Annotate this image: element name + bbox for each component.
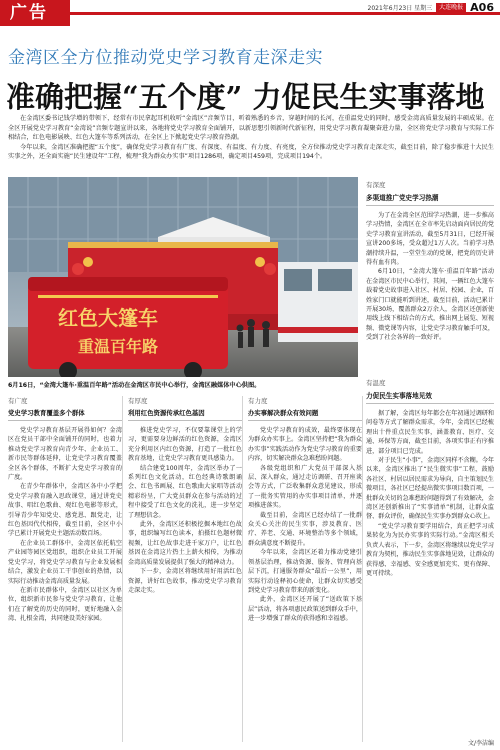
section-heading: 利用红色资源传承红色基因 — [128, 408, 242, 421]
paragraph: 此外，金湾区还开展了“送政策下基层”活动，将各项惠民政策送到群众手中，进一步增强了群众的获得感和幸福感。 — [248, 596, 362, 623]
section-body — [128, 426, 242, 595]
paragraph: 在青少年群体中，金湾区各中小学把党史学习教育融入思政课堂，通过讲党史故事、唱红色歌曲、观红色电影等形式，引导青少年知党史、感党恩、跟党走，让红色基因代代相传，截至目前，全区中小学已累计开展党史主题活动数百场。 — [8, 483, 122, 538]
section-body — [366, 409, 494, 578]
paragraph: 对于民生“小事”，金湾区同样不含糊。今年以来，金湾区推出了“民生微实事”工程，鼓励各社区、村居以居民需求为导向，自主策划民生微项目，各社区已经提出微实事项目数百项，一批群众关切的急难愁盼问题得到了有效解决，金湾区还创新推出了“实事清单”机制，让群众监督、群众评价，确保民生实事办到群众心坎上。 — [366, 457, 495, 521]
article-lead — [8, 114, 494, 162]
section-heading: 力促民生实事落地见效 — [366, 390, 494, 404]
photo-caption: 6月16日，“金湾大篷车·重温百年路”活动在金湾区市民中心举行，金湾区融媒体中心供图。 — [8, 382, 261, 389]
paragraph: 党史学习教育基层开展得如何？金湾区在党员干部中全面铺开的同时，也着力推动党史学习教育向青少年、企业员工、新市民等群体延伸，让党史学习教育覆盖全区各个群体，不断扩大党史学习教育的广度。 — [8, 427, 122, 482]
column-divider — [122, 396, 123, 742]
event-photo — [8, 177, 358, 377]
paragraph: “党史学习教育要学用结合，真正把学习成果转化为为民办实事的实际行动。”金湾区相关负责人表示，下一步，金湾区将继续以党史学习教育为契机，推动民生实事落地见效，让群众的获得感、幸福感、安全感更加充实、更有保障、更可持续。 — [366, 522, 494, 577]
section-body — [248, 426, 362, 624]
lead-paragraph: 在金湾区委书记钱学增的带领下，经常有市民拿起耳机收听“金湾区”音频节目，听着熟悉的乡音，穿越时间的长河，在重温党史的同时，感受金湾高质量发展的丰硕成果。在全区开展党史学习教育“金湾说”音频专题宣讲以来，各地将党史学习教育全面铺开，以新思想引领新时代新征程，用党史学习教育凝聚奋进力量，全区将党史学习教育与实际工作相结合，红色电影展映、红色大篷车等系列活动，在全区上下掀起党史学习教育热潮。 — [8, 115, 494, 142]
header-rule — [70, 12, 500, 15]
paragraph: 推进党史学习，不仅要靠课堂上的学习，更需要身边鲜活的红色资源，金湾区充分利用区内红色资源，打造了一批红色教育基地，让党史学习教育更具感染力。 — [128, 427, 242, 463]
paragraph: 6月10日，“金湾大篷车·重温百年路”活动在金湾区市民中心举行，其间，一辆红色大篷车载着党史故事进入社区、村居、校园、企业，百姓家门口就能听到讲述，截至目前，活动已累计开展30场，覆盖群众2万余人，金湾区还创新使用线上线下相结合的方式，推出网上展览、短视频、微党课等内容，让党史学习教育触手可及，受到了社会各界的一致好评。 — [366, 268, 494, 342]
section-kicker: 有温度 — [366, 379, 386, 387]
section-kicker: 有深度 — [366, 181, 386, 189]
event-photo-illustration — [8, 177, 358, 377]
ad-section-tag: 广告 — [0, 0, 70, 26]
section-body — [8, 426, 122, 624]
page-meta — [368, 2, 494, 12]
column-divider — [362, 396, 363, 742]
paragraph: 下一步，金湾区将继续用好用活红色资源，讲好红色故事，推动党史学习教育走深走实。 — [128, 568, 242, 594]
paragraph: 为了在金湾全区范围学习热潮，进一步推高学习热情，金湾区在全市率先启动面向居民的党史学习教育宣讲活动，截至5月31日，已经开展宣讲200多场，受众超过1万人次。当前学习热潮持续升温，一堂堂生动的党课，把党的历史讲得有血有肉。 — [366, 212, 494, 267]
section-heading: 多渠道推广党史学习热潮 — [366, 192, 494, 206]
bottom-column-1 — [8, 396, 122, 624]
paragraph: 此外，金湾区还积极挖掘本地红色故事，组织编写红色读本，拍摄红色题材微视频，让红色故事走进千家万户，让红色基因在金湾这片热土上薪火相传，为推动金湾高质量发展提供了强大的精神动力。 — [128, 521, 242, 566]
article-title: 准确把握“五个度” 力促民生实事落地 — [6, 80, 485, 114]
bus-slogan-line1: 红色大篷车 — [58, 306, 158, 330]
section-kicker: 有厚度 — [128, 397, 148, 405]
article-subtitle: 金湾区全方位推动党史学习教育走深走实 — [8, 48, 323, 68]
paragraph: 据了解，金湾区每年都会在年初通过调研和问卷等方式了解群众需求，今年，金湾区已经梳理出十件重点民生实事，涵盖教育、医疗、交通、环保等方面，截至目前，各项实事正有序推进，部分项目已完成。 — [366, 410, 494, 455]
paragraph: 在新市民群体中，金湾区以社区为单位，组织新市民参与党史学习教育，让他们在了解党的历史的同时，更好地融入金湾、扎根金湾，共同建设美好家园。 — [8, 586, 122, 623]
paragraph: 党史学习教育的成效，最终要体现在为群众办实事上。金湾区坚持把“我为群众办实事”实践活动作为党史学习教育的重要内容，切实解决群众急难愁盼问题。 — [248, 427, 362, 463]
paragraph: 结合建党100周年，金湾区举办了一系列红色文化活动，红色经典诗歌朗诵会、红色书画展、红色歌曲大家唱等活动精彩纷呈，广大党员群众在参与活动的过程中接受了红色文化的洗礼，进一步坚定了理想信念。 — [128, 464, 242, 519]
edition-badge: 大连晚报 — [436, 3, 466, 12]
section-heading: 办实事解决群众有效问题 — [248, 408, 362, 421]
section-heading: 党史学习教育覆盖多个群体 — [8, 408, 122, 421]
bottom-column-2 — [128, 396, 242, 595]
column-divider — [242, 396, 243, 742]
right-column-section-1 — [366, 180, 494, 343]
paragraph: 截至目前，金湾区已经办结了一批群众关心关注的民生实事，涉及教育、医疗、养老、交通、环境整治等多个领域，群众满意度不断提升。 — [248, 511, 362, 547]
page-number: A06 — [470, 0, 494, 14]
lead-paragraph: 今年以来，金湾区准确把握“五个度”，确保党史学习教育有广度、有深度、有温度、有力度、有亮度，全方位推动党史学习教育走深走实，截至目前，除了稳步推进十大民生实事之外，还全面实施“民生建设年”工程，梳理“我为群众办实事”项目1286项，确定项目459项，完成项目194个。 — [8, 143, 494, 161]
issue-date: 2021年6月23日 星期三 — [367, 4, 433, 12]
paragraph: 在企业员工群体中，金湾区依托航空产业园等园区党组织，组织企业员工开展党史学习，将党史学习教育与企业发展相结合，激发企业员工干事创业的热情，以实际行动推动金湾高质量发展。 — [8, 539, 122, 585]
bus-slogan-line2: 重温百年路 — [77, 337, 159, 356]
section-kicker: 有力度 — [248, 397, 268, 405]
right-column-section-2 — [366, 378, 494, 578]
section-kicker: 有广度 — [8, 397, 28, 405]
author-credit: 文/李洁编 — [467, 740, 494, 747]
section-body — [366, 211, 494, 343]
paragraph: 今年以来，金湾区还着力推动党建引领基层治理，推动资源、服务、管理向基层下沉，打通服务群众“最后一公里”，用实际行动诠释初心使命，让群众切实感受到党史学习教育带来的新变化。 — [248, 549, 362, 594]
bottom-column-3 — [248, 396, 362, 624]
paragraph: 各级党组织和广大党员干部深入基层、深入群众，通过走访调研、召开座谈会等方式，广泛收集群众意见建议，形成了一批务实管用的办实事项目清单，并逐项推进落实。 — [248, 464, 362, 510]
